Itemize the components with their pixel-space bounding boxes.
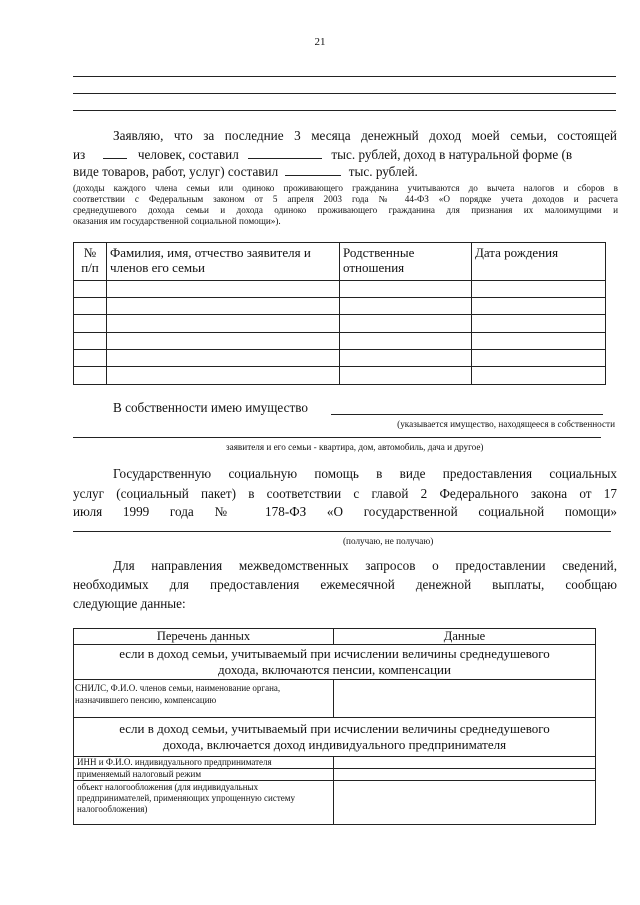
section-pensions: если в доход семьи, учитываемый при исчислении величины среднедушевого дохода, включаются пенсии, компенсации — [74, 645, 596, 680]
data-table — [73, 628, 596, 825]
income-statement-line-1: Заявляю, что за последние 3 месяца денежный доход моей семьи, состоящей — [113, 128, 617, 143]
row-inn: ИНН и Ф.И.О. индивидуального предпринимателя — [74, 757, 334, 769]
interagency-line-1: Для направления межведомственных запросов о предоставлении сведений, — [113, 558, 617, 573]
page-number: 21 — [314, 36, 326, 48]
social-aid-line-1: Государственную социальную помощь в виде предоставления социальных — [113, 466, 617, 481]
text-persons-amounted: человек, составил — [137, 147, 239, 162]
header-relation: Родственные отношения — [340, 243, 472, 281]
social-aid-hint: (получаю, не получаю) — [343, 536, 434, 546]
income-note-line-1: (доходы каждого члена семьи или одиноко проживающего гражданина учитываются до вычета налогов и сборов в — [73, 183, 618, 193]
family-members-table — [73, 242, 606, 385]
income-amount-field[interactable] — [248, 146, 322, 159]
blank-line-3[interactable] — [73, 110, 616, 111]
row-tax-regime: применяемый налоговый режим — [74, 769, 334, 781]
members-count-field[interactable] — [103, 146, 127, 159]
section-entrepreneur: если в доход семьи, учитываемый при исчислении величины среднедушевого дохода, включается доход индивидуального предпринимателя — [74, 718, 596, 757]
social-aid-line-3: июля 1999 года № 178-ФЗ «О государственной социальной помощи» — [73, 504, 617, 519]
blank-line-1[interactable] — [73, 76, 616, 77]
income-note-line-3: среднедушевого дохода семьи и дохода одиноко проживающего гражданина для признания их малоимущими и — [73, 205, 618, 215]
property-label: В собственности имею имущество — [113, 400, 308, 415]
property-field[interactable] — [331, 414, 603, 415]
income-note-line-2: соответствии с Федеральным законом от 5 апреля 2003 года № 44-ФЗ «О порядке учета доходов и расчета — [73, 194, 618, 204]
interagency-line-2: необходимых для предоставления ежемесячной денежной выплаты, сообщаю — [73, 577, 617, 592]
interagency-line-3: следующие данные: — [73, 596, 186, 611]
row-inn-value[interactable] — [334, 757, 596, 769]
row-snils-value[interactable] — [334, 680, 596, 718]
social-aid-line-2: услуг (социальный пакет) в соответствии с главой 2 Федерального закона от 17 — [73, 486, 617, 501]
row-tax-regime-value[interactable] — [334, 769, 596, 781]
social-aid-field[interactable] — [73, 531, 611, 532]
table-row — [74, 298, 606, 315]
table-row — [74, 333, 606, 350]
table-row — [74, 281, 606, 298]
property-hint-2: заявителя и его семьи - квартира, дом, автомобиль, дача и другое) — [226, 442, 484, 452]
table-row — [74, 350, 606, 367]
property-hint-1: (указывается имущество, находящееся в собственности — [397, 419, 615, 429]
blank-line-2[interactable] — [73, 93, 616, 94]
income-statement-line-2 — [73, 146, 618, 163]
text-thousand-rub-natural: тыс. рублей, доход в натуральной форме (в — [331, 147, 573, 162]
row-snils: СНИЛС, Ф.И.О. членов семьи, наименование органа, назначившего пенсию, компенсацию — [74, 680, 334, 718]
table-row — [74, 367, 606, 385]
header-full-name: Фамилия, имя, отчество заявителя и членов его семьи — [107, 243, 340, 281]
income-note-line-4: оказания им государственной социальной помощи»). — [73, 216, 281, 226]
text-from: из — [73, 147, 86, 162]
natural-income-field[interactable] — [285, 163, 341, 176]
row-tax-object-value[interactable] — [334, 781, 596, 825]
header-number: № п/п — [74, 243, 107, 281]
header-list-of-data: Перечень данных — [74, 629, 334, 645]
income-statement-line-3 — [73, 163, 618, 180]
text-thousand-rub: тыс. рублей. — [348, 164, 418, 179]
header-birth-date: Дата рождения — [472, 243, 606, 281]
header-data: Данные — [334, 629, 596, 645]
table-row — [74, 315, 606, 333]
property-field-2[interactable] — [73, 437, 601, 438]
text-in-form-goods: виде товаров, работ, услуг) составил — [73, 164, 279, 179]
row-tax-object: объект налогообложения (для индивидуальных предпринимателей, применяющих упрощенную систему налогообложения) — [74, 781, 334, 825]
